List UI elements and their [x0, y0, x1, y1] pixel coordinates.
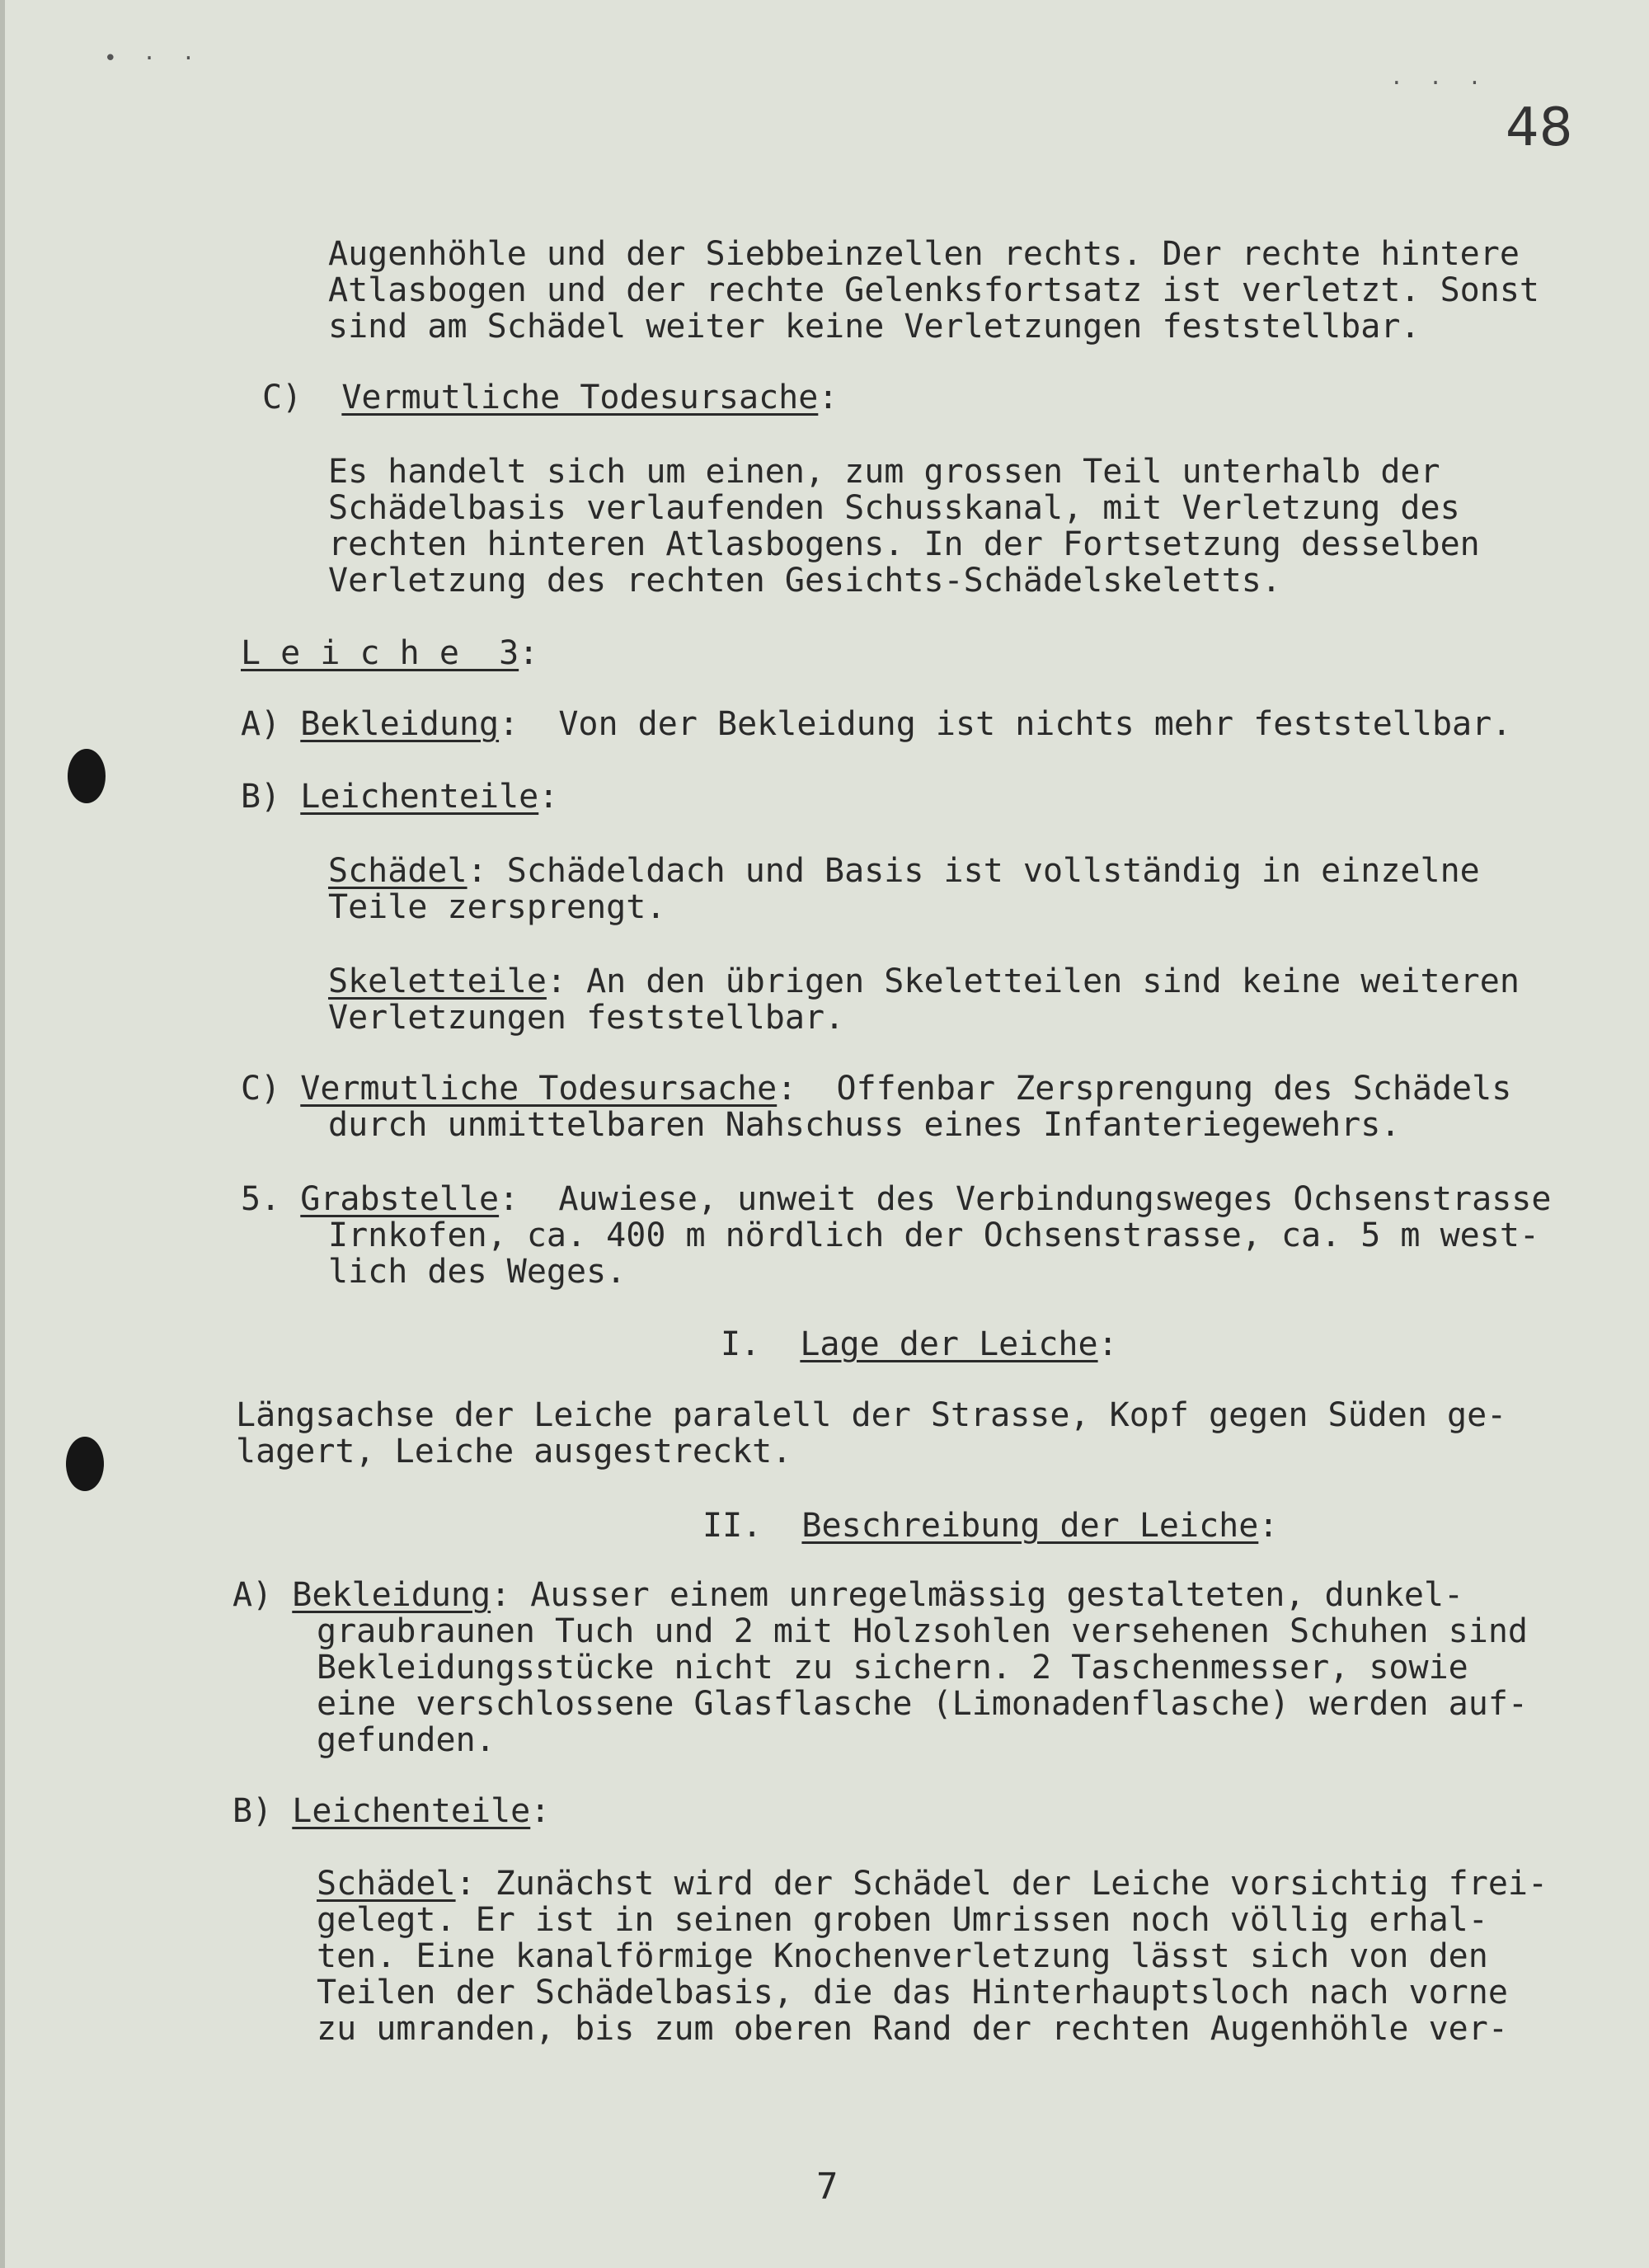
text-line: Es handelt sich um einen, zum grossen Teil unterhalb der — [328, 453, 1440, 491]
section-heading: Bekleidung — [292, 1576, 491, 1614]
text-line: ten. Eine kanalförmige Knochenverletzung lässt sich von den — [317, 1937, 1488, 1975]
text-line: Längsachse der Leiche paralell der Strasse, Kopf gegen Süden ge- — [236, 1396, 1507, 1434]
section-heading: Beschreibung der Leiche — [801, 1507, 1259, 1545]
colon: : — [538, 778, 559, 816]
text-line: gelegt. Er ist in seinen groben Umrissen noch völlig erhal- — [317, 1901, 1488, 1939]
text-line: Atlasbogen und der rechte Gelenksfortsatz ist verletzt. Sonst — [328, 271, 1540, 309]
footer-page-number: 7 — [816, 2166, 839, 2208]
punch-hole-upper — [68, 749, 106, 803]
item-5 — [241, 1181, 1551, 1217]
section-heading: Schädel — [328, 852, 467, 890]
text-fragment: : Schädeldach und Basis ist vollständig in einzelne — [467, 852, 1480, 890]
margin-dots-left: • · · — [104, 46, 202, 71]
section-marker: I. — [721, 1325, 761, 1363]
text-line: eine verschlossene Glasflasche (Limonadenflasche) werden auf- — [317, 1685, 1529, 1723]
text-line: rechten hinteren Atlasbogens. In der Fortsetzung desselben — [328, 525, 1480, 563]
text-fragment: : Zunächst wird der Schädel der Leiche vorsichtig frei- — [455, 1865, 1548, 1903]
section-marker: II. — [702, 1507, 763, 1545]
schaedel-3-line1 — [328, 853, 1480, 889]
section-heading: Grabstelle — [300, 1180, 500, 1218]
text-fragment: : Offenbar Zersprengung des Schädels — [777, 1070, 1512, 1108]
margin-dots-right: · · · — [1390, 71, 1488, 96]
text-fragment: : Auwiese, unweit des Verbindungsweges Ochsenstrasse — [499, 1180, 1552, 1218]
leiche-3-heading — [241, 635, 538, 671]
section-ii — [702, 1508, 1278, 1544]
section-a3 — [241, 706, 1511, 742]
section-marker: C) — [262, 379, 303, 416]
section-heading: Schädel — [317, 1865, 456, 1903]
section-heading: Bekleidung — [300, 705, 500, 743]
section-b4 — [233, 1793, 550, 1829]
text-line: Augenhöhle und der Siebbeinzellen rechts. Der rechte hintere — [328, 235, 1520, 273]
text-line: sind am Schädel weiter keine Verletzungen feststellbar. — [328, 308, 1421, 346]
text-line: gefunden. — [317, 1721, 496, 1759]
text-line: durch unmittelbaren Nahschuss eines Infanteriegewehrs. — [328, 1106, 1401, 1144]
text-line: Verletzungen feststellbar. — [328, 999, 845, 1037]
section-heading: Leichenteile — [292, 1792, 531, 1830]
section-a4 — [233, 1577, 1463, 1613]
text-line: Teile zersprengt. — [328, 888, 666, 926]
text-line: Irnkofen, ca. 400 m nördlich der Ochsenstrasse, ca. 5 m west- — [328, 1216, 1540, 1254]
colon: : — [519, 634, 539, 672]
text-line: lagert, Leiche ausgestreckt. — [236, 1433, 792, 1470]
text-fragment: : Von der Bekleidung ist nichts mehr feststellbar. — [499, 705, 1512, 743]
skelett-3-line1 — [328, 963, 1520, 1000]
section-heading: Vermutliche Todesursache — [341, 379, 819, 416]
colon: : — [1258, 1507, 1279, 1545]
text-line: Verletzung des rechten Gesichts-Schädelskeletts. — [328, 562, 1281, 600]
section-marker: A) — [241, 705, 281, 743]
text-line: Schädelbasis verlaufenden Schusskanal, mit Verletzung des — [328, 489, 1460, 527]
section-c1 — [262, 379, 838, 416]
section-marker: C) — [241, 1070, 281, 1108]
text-line: Teilen der Schädelbasis, die das Hinterhauptsloch nach vorne — [317, 1974, 1508, 2012]
colon: : — [530, 1792, 551, 1830]
section-heading: Lage der Leiche — [800, 1325, 1098, 1363]
schaedel-4-line1 — [317, 1866, 1548, 1902]
page-number: 48 — [1506, 97, 1573, 158]
text-line: Bekleidungsstücke nicht zu sichern. 2 Taschenmesser, sowie — [317, 1649, 1468, 1687]
section-heading: Skeletteile — [328, 962, 547, 1000]
text-line: lich des Weges. — [328, 1253, 627, 1291]
section-heading: Vermutliche Todesursache — [300, 1070, 778, 1108]
text-fragment: : An den übrigen Skeletteilen sind keine weiteren — [546, 962, 1520, 1000]
colon: : — [818, 379, 839, 416]
punch-hole-lower — [66, 1437, 104, 1491]
section-marker: B) — [241, 778, 281, 816]
section-i — [721, 1326, 1118, 1362]
section-marker: 5. — [241, 1180, 281, 1218]
text-fragment: : Ausser einem unregelmässig gestalteten, dunkel- — [491, 1576, 1464, 1614]
section-c3 — [241, 1070, 1511, 1107]
section-marker: A) — [233, 1576, 273, 1614]
text-line: graubraunen Tuch und 2 mit Holzsohlen versehenen Schuhen sind — [317, 1612, 1529, 1650]
section-b3 — [241, 779, 558, 815]
section-heading: Leichenteile — [300, 778, 539, 816]
text-line: zu umranden, bis zum oberen Rand der rechten Augenhöhle ver- — [317, 2010, 1508, 2048]
section-heading: L e i c h e 3 — [241, 634, 519, 672]
colon: : — [1097, 1325, 1118, 1363]
section-marker: B) — [233, 1792, 273, 1830]
page-edge — [0, 0, 5, 2268]
